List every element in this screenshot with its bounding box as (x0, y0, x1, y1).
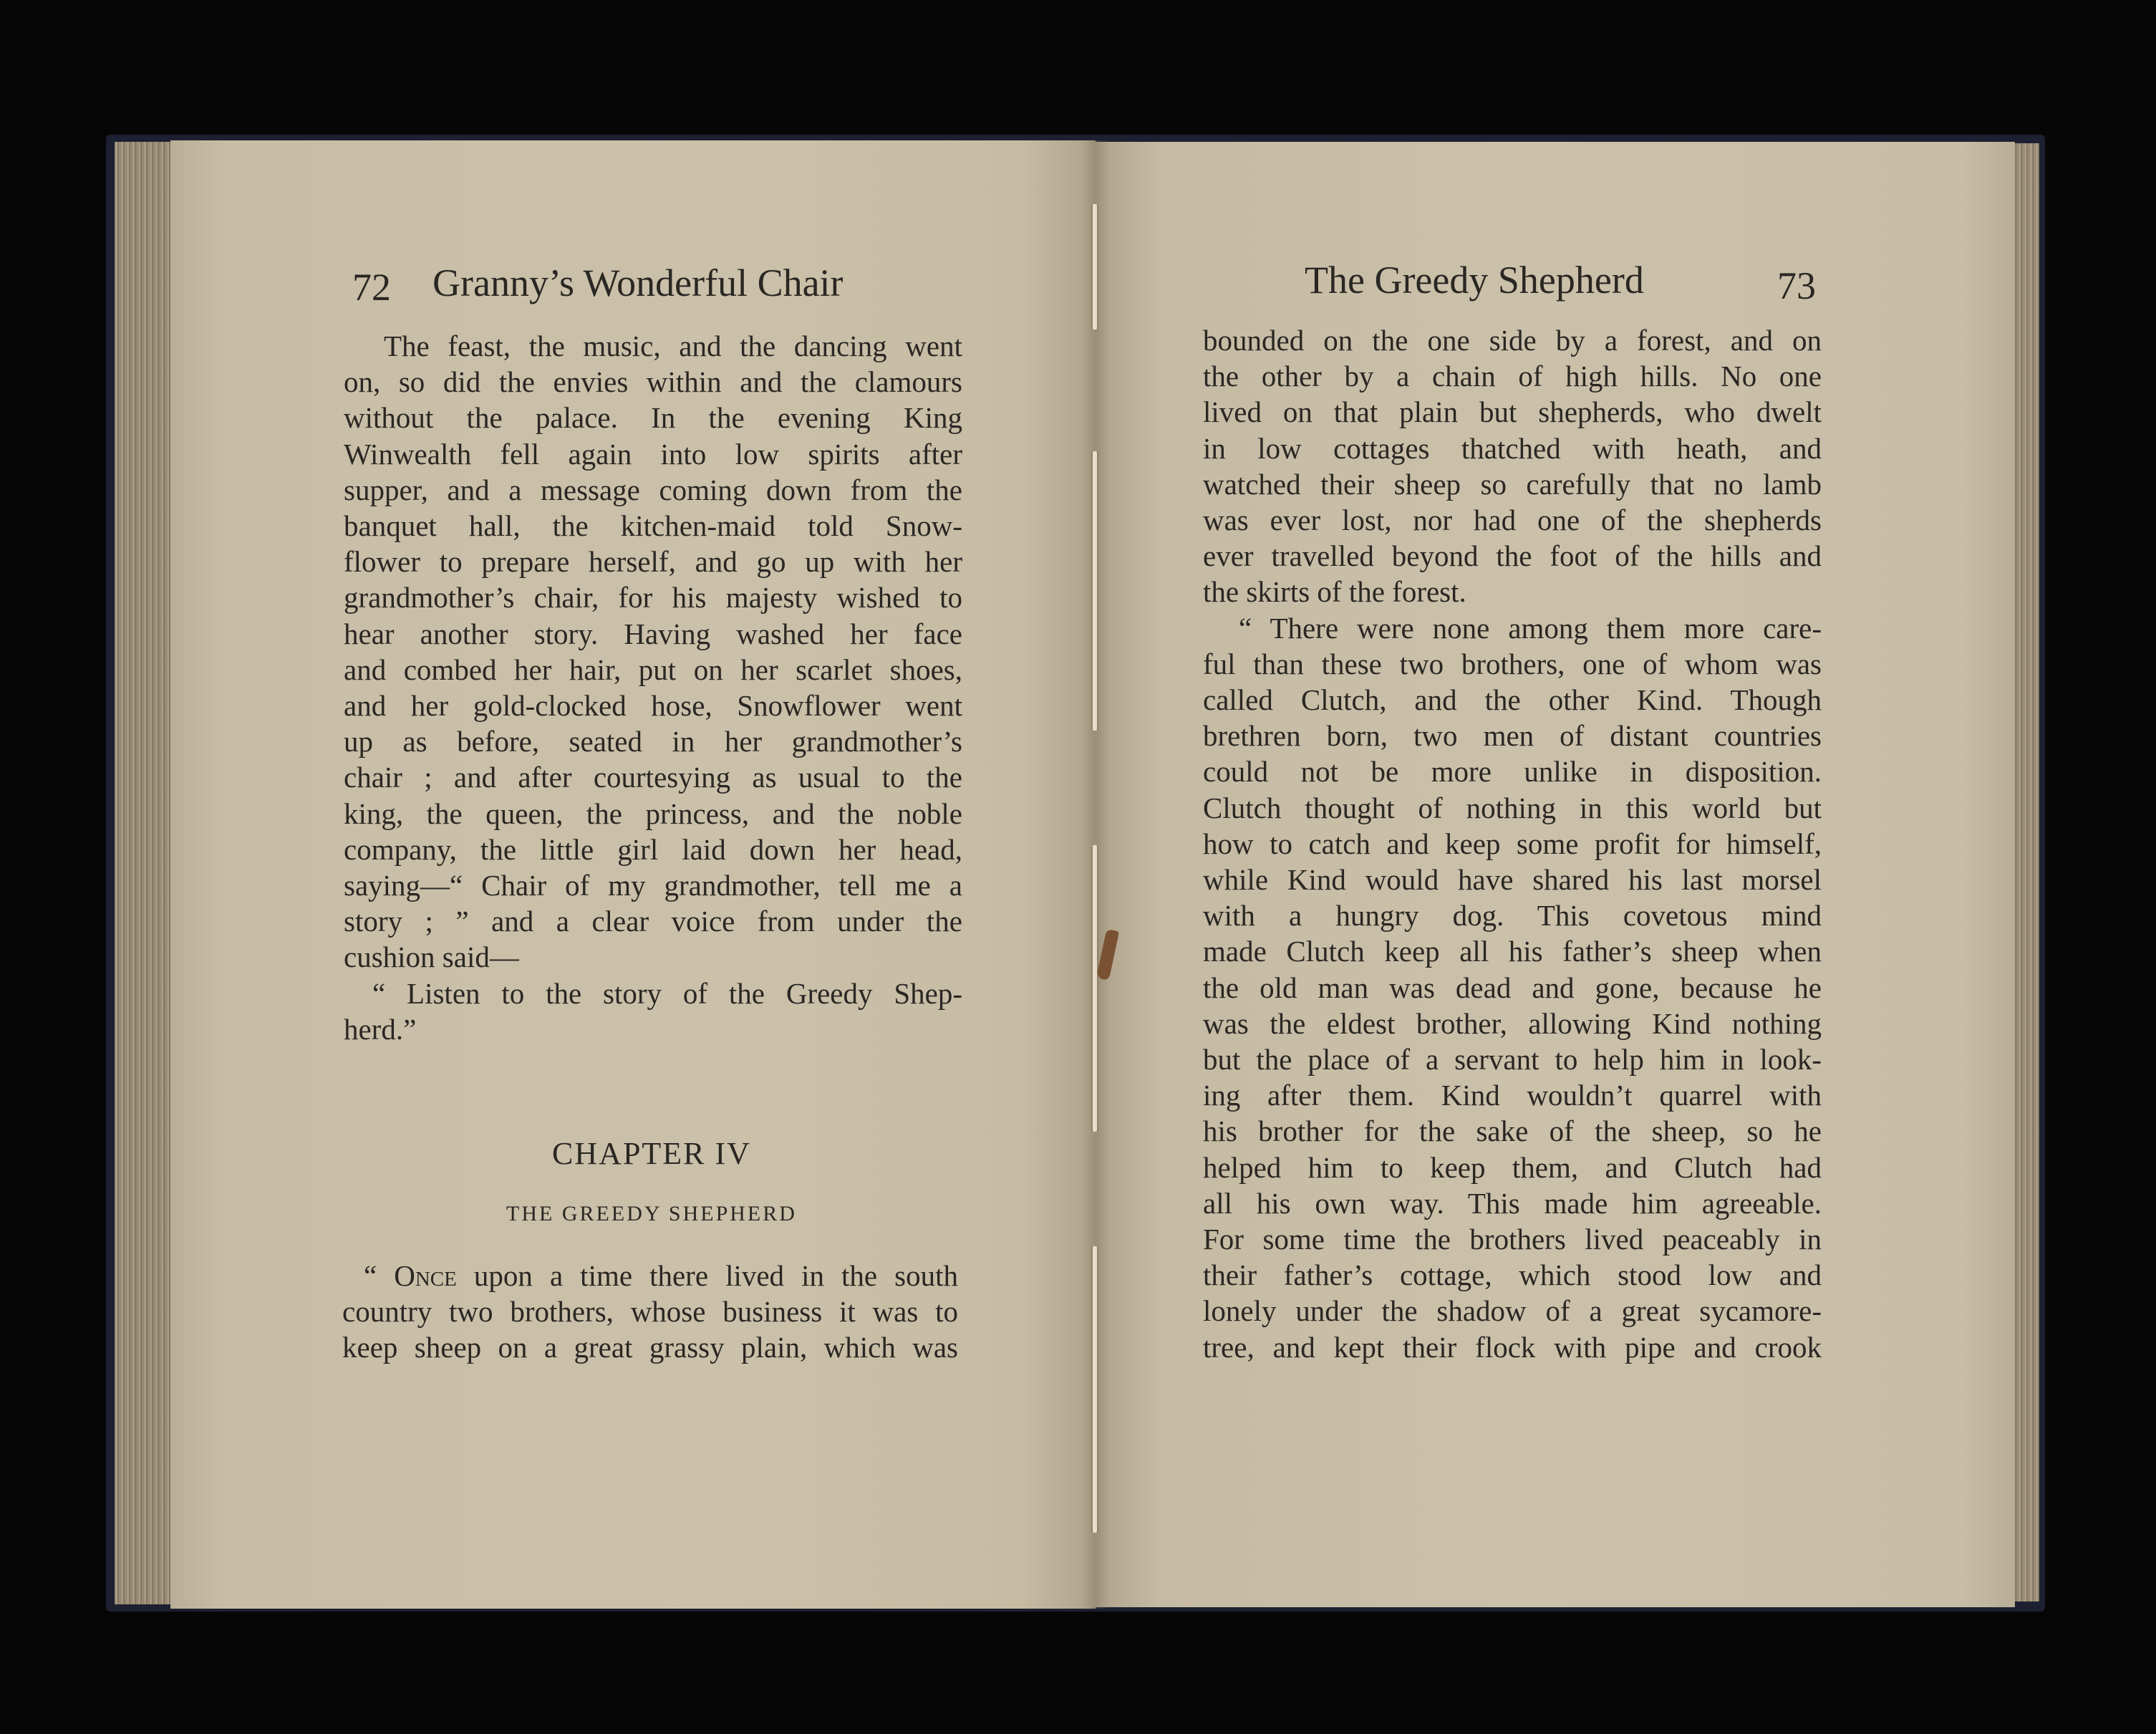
text-line: saying—“ Chair of my grandmother, tell me a (344, 869, 962, 902)
text-line: cushion said— (344, 940, 519, 974)
text-line: herd.” (344, 1012, 417, 1046)
binding-thread (1091, 1246, 1098, 1533)
text-line: with a hungry dog. This covetous mind (1203, 899, 1822, 933)
text-line: but the place of a servant to help him in look- (1203, 1043, 1822, 1076)
text-line: tree, and kept their flock with pipe and crook (1203, 1330, 1822, 1364)
text-line: and combed her hair, put on her scarlet shoes, (344, 652, 962, 686)
binding-thread (1091, 451, 1098, 731)
text-line: bounded on the one side by a forest, and on (1203, 324, 1822, 357)
text-line: “ There were none among them more care- (1239, 611, 1822, 645)
text-line: made Clutch keep all his father’s sheep when (1203, 935, 1822, 968)
opening-word: Once (394, 1259, 457, 1292)
text-line: while Kind would have shared his last morsel (1203, 863, 1822, 897)
text-line: all his own way. This made him agreeable. (1203, 1186, 1822, 1220)
text-line: up as before, seated in her grandmother’s (344, 725, 962, 758)
right-page-number: 73 (1777, 264, 1816, 307)
text-line: could not be more unlike in disposition. (1203, 755, 1822, 789)
text-line: country two brothers, whose business it was to (342, 1295, 958, 1329)
text-line: the other by a chain of high hills. No one (1203, 360, 1822, 393)
text-line: the skirts of the forest. (1203, 575, 1466, 609)
opening-line-rest: upon a time there lived in the south (456, 1259, 958, 1292)
text-line: was the eldest brother, allowing Kind nothing (1203, 1006, 1822, 1040)
text-line: the old man was dead and gone, because he (1203, 970, 1822, 1004)
text-line: hear another story. Having washed her face (344, 617, 962, 650)
text-line: without the palace. In the evening King (344, 401, 962, 435)
text-line: watched their sheep so carefully that no lamb (1203, 467, 1822, 501)
text-line: lived on that plain but shepherds, who dwelt (1203, 395, 1822, 429)
right-body-text (1203, 322, 1822, 1365)
text-line: was ever lost, nor had one of the shepherds (1203, 504, 1822, 537)
text-line: in low cottages thatched with heath, and (1203, 431, 1822, 465)
text-line: supper, and a message coming down from the (344, 473, 962, 506)
text-line: helped him to keep them, and Clutch had (1203, 1150, 1822, 1184)
text-line: chair ; and after courtesying as usual to the (344, 761, 962, 794)
left-body-text (344, 328, 962, 1047)
binding-thread (1091, 845, 1098, 1132)
text-line: “ Listen to the story of the Greedy Shep- (372, 976, 962, 1010)
chapter-title: THE GREEDY SHEPHERD (506, 1202, 797, 1225)
binding-thread (1091, 204, 1098, 329)
text-line: ing after them. Kind wouldn’t quarrel with (1203, 1079, 1822, 1112)
text-line: story ; ” and a clear voice from under the (344, 905, 962, 938)
text-line: how to catch and keep some profit for himself, (1203, 827, 1822, 860)
text-line: The feast, the music, and the dancing went (384, 329, 962, 362)
chapter-opening-text (342, 1258, 958, 1366)
text-line: on, so did the envies within and the clamours (344, 365, 962, 399)
text-line: their father’s cottage, which stood low and (1203, 1258, 1822, 1292)
text-line: lonely under the shadow of a great sycamore- (1203, 1294, 1822, 1328)
text-line (342, 1258, 958, 1294)
chapter-heading: CHAPTER IV (552, 1136, 751, 1171)
opening-quote: “ (364, 1259, 395, 1292)
text-line: banquet hall, the kitchen-maid told Snow- (344, 509, 962, 543)
left-running-title: Granny’s Wonderful Chair (432, 261, 843, 304)
text-line: keep sheep on a great grassy plain, which was (342, 1331, 958, 1364)
text-line: flower to prepare herself, and go up with her (344, 545, 962, 579)
text-line: Winwealth fell again into low spirits after (344, 437, 962, 471)
text-line: grandmother’s chair, for his majesty wished to (344, 581, 962, 615)
text-line: and her gold-clocked hose, Snowflower went (344, 689, 962, 723)
text-line: called Clutch, and the other Kind. Though (1203, 683, 1822, 717)
page-block-edge-left (115, 142, 172, 1604)
text-line: his brother for the sake of the sheep, so he (1203, 1114, 1822, 1148)
right-running-title: The Greedy Shepherd (1305, 259, 1644, 302)
text-line: ful than these two brothers, one of whom was (1203, 647, 1822, 680)
text-line: ever travelled beyond the foot of the hills and (1203, 539, 1822, 573)
page-block-edge-right (2012, 143, 2039, 1601)
text-line: Clutch thought of nothing in this world but (1203, 791, 1822, 824)
text-line: company, the little girl laid down her head, (344, 832, 962, 866)
left-page-number: 72 (352, 266, 391, 309)
text-line: For some time the brothers lived peaceably in (1203, 1223, 1822, 1256)
text-line: brethren born, two men of distant countries (1203, 719, 1822, 753)
text-line: king, the queen, the princess, and the noble (344, 796, 962, 830)
